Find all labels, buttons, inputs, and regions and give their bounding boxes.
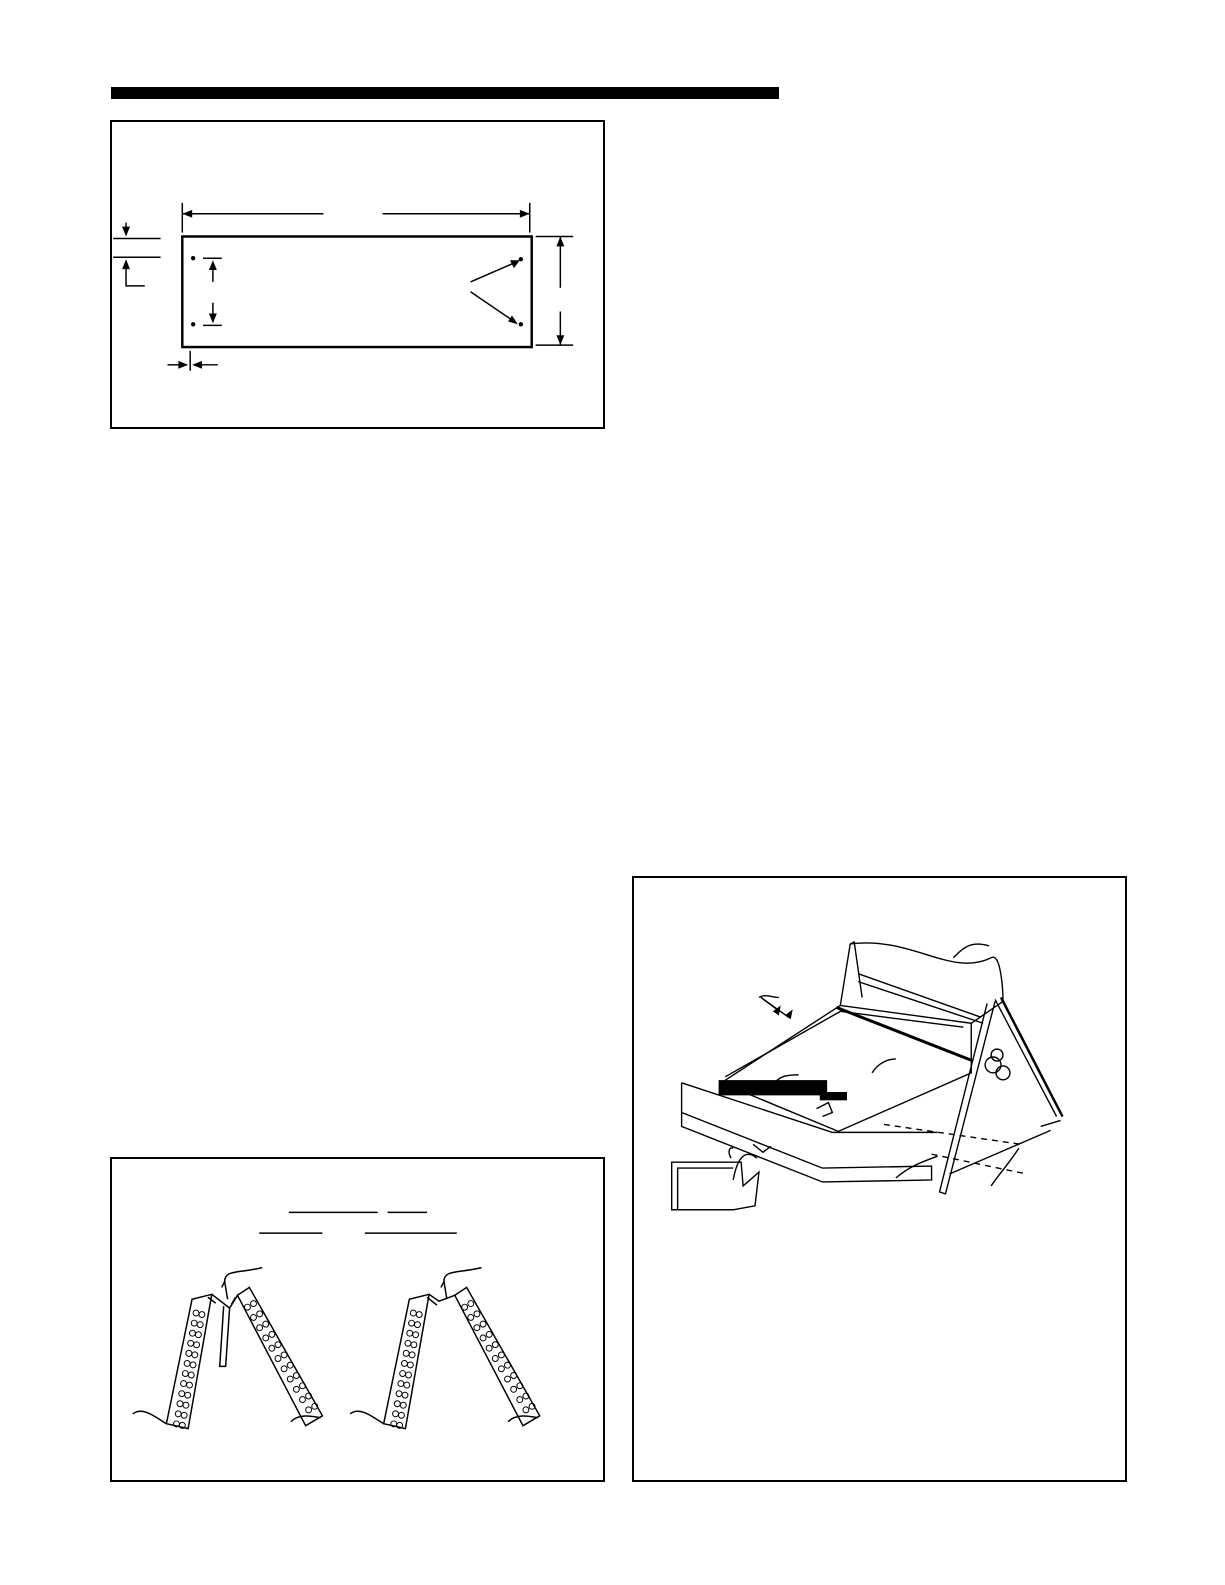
panel-joint-icon bbox=[112, 1159, 603, 1480]
panel-outline bbox=[182, 236, 531, 347]
perforation-hole bbox=[468, 1301, 474, 1307]
perforation-hole bbox=[251, 1314, 257, 1320]
joint-left bbox=[133, 1268, 323, 1429]
perforation-hole bbox=[182, 1371, 188, 1377]
perforation-hole bbox=[181, 1412, 187, 1418]
perforation-hole bbox=[195, 1332, 201, 1338]
perforation-hole bbox=[244, 1304, 250, 1310]
perforation-hole bbox=[511, 1373, 517, 1379]
perforation-hole bbox=[181, 1381, 187, 1387]
perforation-hole bbox=[293, 1386, 299, 1392]
perforation-hole bbox=[257, 1311, 263, 1317]
perforation-hole bbox=[401, 1360, 407, 1366]
perforation-hole bbox=[396, 1391, 402, 1397]
perforation-hole bbox=[257, 1325, 263, 1331]
perforation-hole bbox=[281, 1366, 287, 1372]
perforation-hole bbox=[300, 1397, 306, 1403]
dimension-drawing-icon bbox=[112, 122, 603, 427]
perforation-hole bbox=[407, 1362, 413, 1368]
perforation-hole bbox=[486, 1345, 492, 1351]
perforation-hole bbox=[306, 1407, 312, 1413]
perforation-holes bbox=[173, 1301, 534, 1429]
perforation-hole bbox=[400, 1371, 406, 1377]
perforation-hole bbox=[194, 1342, 200, 1348]
perforation-hole bbox=[188, 1340, 194, 1346]
perforation-hole bbox=[199, 1312, 205, 1318]
perforation-hole bbox=[474, 1311, 480, 1317]
joint-right bbox=[350, 1268, 540, 1429]
perforation-hole bbox=[486, 1331, 492, 1337]
perforation-hole bbox=[474, 1325, 480, 1331]
dimension-figure bbox=[110, 120, 605, 429]
perforation-hole bbox=[498, 1352, 504, 1358]
perforation-hole bbox=[411, 1342, 417, 1348]
perforation-hole bbox=[505, 1362, 511, 1368]
perforation-hole bbox=[409, 1352, 415, 1358]
perforation-hole bbox=[398, 1381, 404, 1387]
perforation-hole bbox=[263, 1321, 269, 1327]
perforation-hole bbox=[175, 1411, 181, 1417]
perforation-hole bbox=[191, 1320, 197, 1326]
perforation-hole bbox=[403, 1350, 409, 1356]
perforation-hole bbox=[189, 1330, 195, 1336]
perforation-hole bbox=[275, 1356, 281, 1362]
perforation-hole bbox=[275, 1342, 281, 1348]
header-rule bbox=[111, 87, 779, 99]
perforation-hole bbox=[406, 1372, 412, 1378]
perforation-hole bbox=[517, 1397, 523, 1403]
assembly-drawing-icon bbox=[634, 878, 1125, 1480]
perforation-hole bbox=[413, 1332, 419, 1338]
perforation-hole bbox=[394, 1401, 400, 1407]
perforation-hole bbox=[287, 1376, 293, 1382]
perforation-hole bbox=[251, 1301, 257, 1307]
perforation-hole bbox=[492, 1342, 498, 1348]
perforation-hole bbox=[287, 1362, 293, 1368]
front-edge-strip bbox=[719, 1081, 826, 1095]
perforation-hole bbox=[263, 1335, 269, 1341]
perforation-hole bbox=[505, 1376, 511, 1382]
perforation-hole bbox=[468, 1314, 474, 1320]
perforation-hole bbox=[416, 1312, 422, 1318]
perforation-hole bbox=[523, 1407, 529, 1413]
perforation-hole bbox=[281, 1352, 287, 1358]
perforation-hole bbox=[492, 1356, 498, 1362]
perforation-hole bbox=[188, 1372, 194, 1378]
perforation-hole bbox=[193, 1310, 199, 1316]
perforation-hole bbox=[414, 1322, 420, 1328]
panel-joint-figure bbox=[110, 1157, 605, 1482]
perforation-hole bbox=[179, 1391, 185, 1397]
perforation-hole bbox=[398, 1412, 404, 1418]
perforation-hole bbox=[404, 1382, 410, 1388]
perforation-hole bbox=[480, 1335, 486, 1341]
perforation-hole bbox=[190, 1362, 196, 1368]
perforation-hole bbox=[402, 1392, 408, 1398]
perforation-hole bbox=[480, 1321, 486, 1327]
perforation-hole bbox=[183, 1402, 189, 1408]
perforation-hole bbox=[197, 1322, 203, 1328]
perforation-hole bbox=[409, 1320, 415, 1326]
perforation-hole bbox=[498, 1366, 504, 1372]
perforation-hole bbox=[400, 1402, 406, 1408]
perforation-hole bbox=[184, 1360, 190, 1366]
perforation-hole bbox=[511, 1386, 517, 1392]
perforation-hole bbox=[293, 1373, 299, 1379]
perforation-hole bbox=[269, 1345, 275, 1351]
perforation-hole bbox=[410, 1310, 416, 1316]
perforation-hole bbox=[407, 1330, 413, 1336]
perforation-hole bbox=[177, 1401, 183, 1407]
assembly-figure bbox=[632, 876, 1127, 1482]
perforation-hole bbox=[462, 1304, 468, 1310]
perforation-hole bbox=[269, 1331, 275, 1337]
perforation-hole bbox=[186, 1350, 192, 1356]
perforation-hole bbox=[393, 1411, 399, 1417]
perforation-hole bbox=[192, 1352, 198, 1358]
perforation-hole bbox=[185, 1392, 191, 1398]
perforation-hole bbox=[405, 1340, 411, 1346]
perforation-hole bbox=[187, 1382, 193, 1388]
